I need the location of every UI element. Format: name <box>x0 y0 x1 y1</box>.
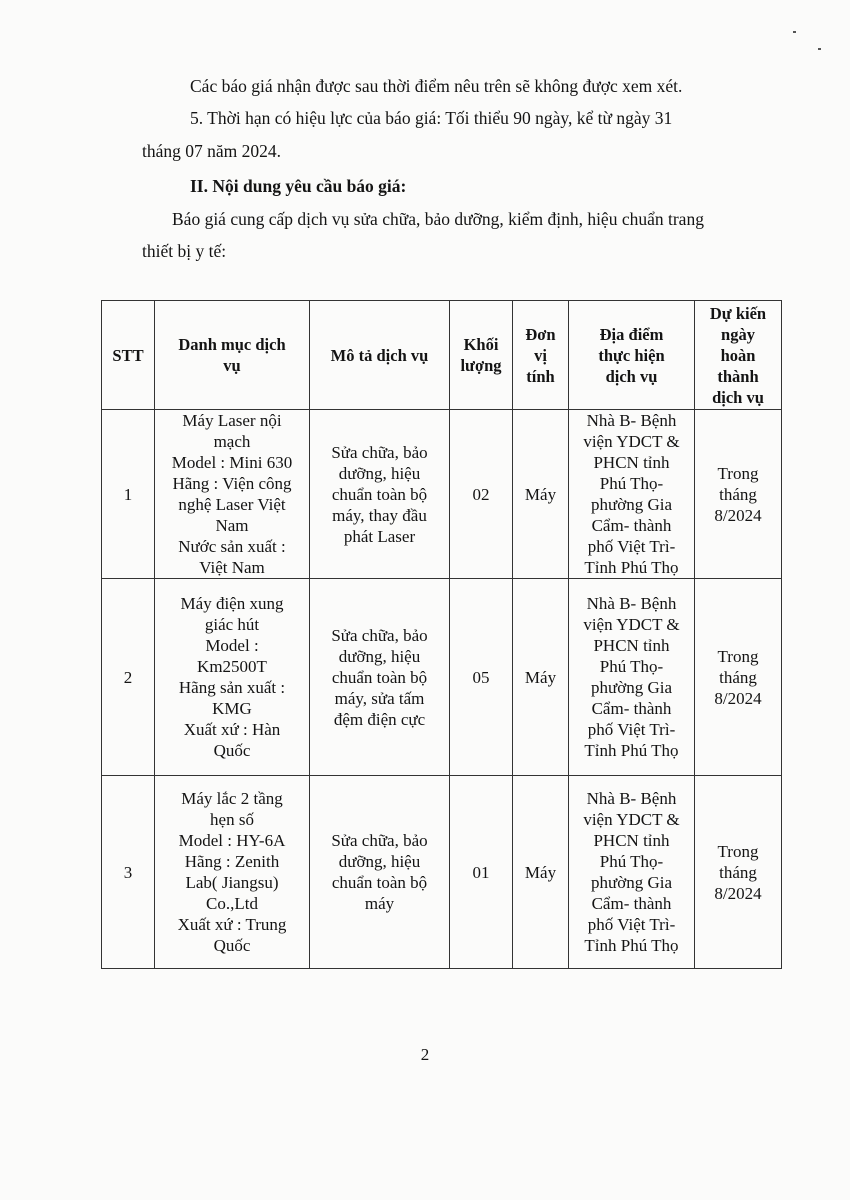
table-row <box>102 410 782 579</box>
paragraph-validity-date: tháng 07 năm 2024. <box>142 141 282 161</box>
table-row <box>102 776 782 969</box>
cell-service-category: Máy điện xung giác hút Model : Km2500T Hãng sản xuất : KMG Xuất xứ : Hàn Quốc <box>155 579 310 776</box>
header-service-category: Danh mục dịch vụ <box>155 301 310 410</box>
cell-location: Nhà B- Bệnh viện YDCT & PHCN tỉnh Phú Thọ- phường Gia Cẩm- thành phố Việt Trì- Tỉnh Phú Thọ <box>569 579 695 776</box>
cell-unit: Máy <box>513 776 569 969</box>
page-number: 2 <box>420 1045 430 1064</box>
header-unit: Đơn vị tính <box>513 301 569 410</box>
cell-stt: 3 <box>102 776 155 969</box>
paragraph-validity-period: 5. Thời hạn có hiệu lực của báo giá: Tối thiểu 90 ngày, kể từ ngày 31 <box>190 108 673 128</box>
header-stt: STT <box>102 301 155 410</box>
cell-quantity: 05 <box>450 579 513 776</box>
cell-unit: Máy <box>513 579 569 776</box>
cell-quantity: 01 <box>450 776 513 969</box>
header-location: Địa điểm thực hiện dịch vụ <box>569 301 695 410</box>
paragraph-late-quotes: Các báo giá nhận được sau thời điểm nêu trên sẽ không được xem xét. <box>190 76 683 96</box>
cell-expected-completion: Trong tháng 8/2024 <box>695 776 782 969</box>
section-heading: II. Nội dung yêu cầu báo giá: <box>190 176 407 196</box>
cell-service-category: Máy lắc 2 tầng hẹn số Model : HY-6A Hãng : Zenith Lab( Jiangsu) Co.,Ltd Xuất xứ : Trung Quốc <box>155 776 310 969</box>
header-expected-completion: Dự kiến ngày hoàn thành dịch vụ <box>695 301 782 410</box>
cell-service-description: Sửa chữa, bảo dưỡng, hiệu chuẩn toàn bộ máy, sửa tấm đệm điện cực <box>310 579 450 776</box>
cell-service-category: Máy Laser nội mạch Model : Mini 630 Hãng : Viện công nghệ Laser Việt Nam Nước sản xuất : Việt Nam <box>155 410 310 579</box>
cell-service-description: Sửa chữa, bảo dưỡng, hiệu chuẩn toàn bộ máy, thay đầu phát Laser <box>310 410 450 579</box>
cell-expected-completion: Trong tháng 8/2024 <box>695 410 782 579</box>
cell-location: Nhà B- Bệnh viện YDCT & PHCN tỉnh Phú Thọ- phường Gia Cẩm- thành phố Việt Trì- Tỉnh Phú Thọ <box>569 776 695 969</box>
paragraph-quote-request-cont: thiết bị y tế: <box>142 241 227 261</box>
cell-expected-completion: Trong tháng 8/2024 <box>695 579 782 776</box>
header-service-description: Mô tả dịch vụ <box>310 301 450 410</box>
cell-quantity: 02 <box>450 410 513 579</box>
paragraph-quote-request: Báo giá cung cấp dịch vụ sửa chữa, bảo dưỡng, kiểm định, hiệu chuẩn trang <box>172 209 704 229</box>
table-row <box>102 579 782 776</box>
table-header-row <box>102 301 782 410</box>
header-quantity: Khối lượng <box>450 301 513 410</box>
scan-speck <box>793 31 796 33</box>
cell-unit: Máy <box>513 410 569 579</box>
cell-stt: 1 <box>102 410 155 579</box>
cell-location: Nhà B- Bệnh viện YDCT & PHCN tỉnh Phú Thọ- phường Gia Cẩm- thành phố Việt Trì- Tỉnh Phú Thọ <box>569 410 695 579</box>
service-quote-table <box>101 300 782 969</box>
scan-speck <box>818 48 821 50</box>
cell-stt: 2 <box>102 579 155 776</box>
cell-service-description: Sửa chữa, bảo dưỡng, hiệu chuẩn toàn bộ máy <box>310 776 450 969</box>
